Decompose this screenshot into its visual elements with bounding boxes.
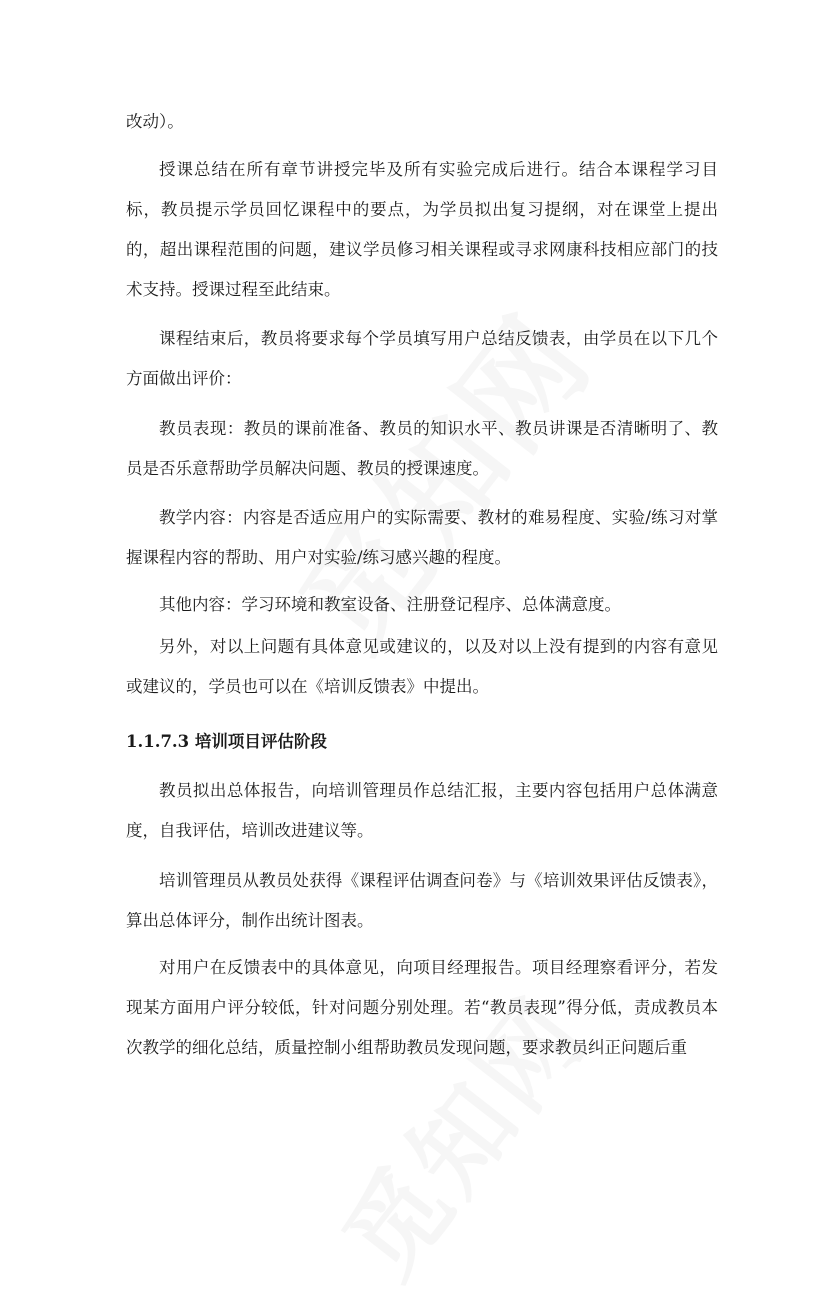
paragraph: 授课总结在所有章节讲授完毕及所有实验完成后进行。结合本课程学习目标，教员提示学员回忆课程中的要点，为学员拟出复习提纲，对在课堂上提出的，超出课程范围的问题，建议学员修习相关课程或寻求网康科技相应部门的技术支持。授课过程至此结束。 [126,160,718,299]
paragraph: 对用户在反馈表中的具体意见，向项目经理报告。项目经理察看评分，若发现某方面用户评分较低，针对问题分别处理。若“教员表现”得分低，责成教员本次教学的细化总结，质量控制小组帮助教员发现问题，要求教员纠正问题后重 [126,958,718,1057]
paragraph: 课程结束后，教员将要求每个学员填写用户总结反馈表，由学员在以下几个方面做出评价： [126,329,718,388]
paragraph: 教学内容：内容是否适应用户的实际需要、教材的难易程度、实验/练习对掌握课程内容的帮助、用户对实验/练习感兴趣的程度。 [126,508,718,567]
section-heading: 1.1.7.3 培训项目评估阶段 [126,732,327,751]
paragraph: 改动）。 [126,112,184,131]
paragraph: 其他内容：学习环境和教室设备、注册登记程序、总体满意度。 [159,595,621,614]
paragraph: 培训管理员从教员处获得《课程评估调查问卷》与《培训效果评估反馈表》，算出总体评分，制作出统计图表。 [126,871,718,930]
paragraph: 教员拟出总体报告，向培训管理员作总结汇报，主要内容包括用户总体满意度，自我评估，培训改进建议等。 [126,781,718,840]
paragraph: 另外，对以上问题有具体意见或建议的，以及对以上没有提到的内容有意见或建议的，学员也可以在《培训反馈表》中提出。 [126,637,718,696]
paragraph: 教员表现：教员的课前准备、教员的知识水平、教员讲课是否清晰明了、教员是否乐意帮助学员解决问题、教员的授课速度。 [126,419,718,478]
